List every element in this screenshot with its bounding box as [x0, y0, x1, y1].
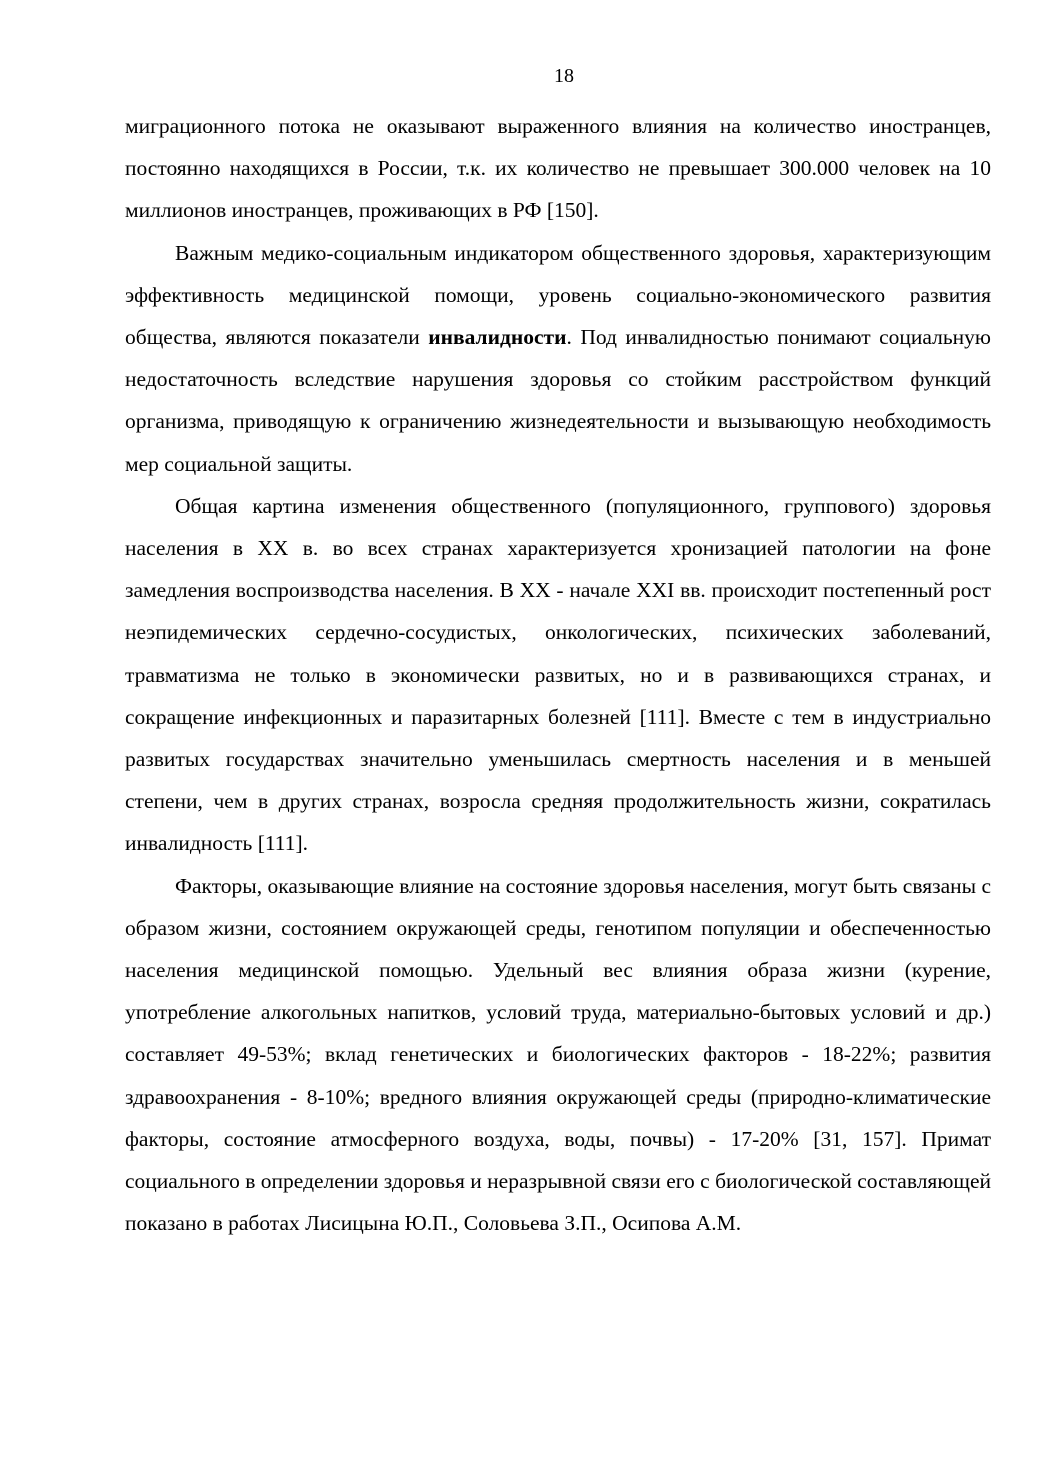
- paragraph-2-text-after: . Под инвалидностью понимают социальную недостаточность вследствие нарушения здоровья со стойким расстройством функций организма, приводящую к ограничению жизнедеятельности и вызывающую необходимость мер социальной защиты.: [125, 325, 991, 476]
- paragraph-3: Общая картина изменения общественного (популяционного, группового) здоровья населения в XX в. во всех странах характеризуется хронизацией патологии на фоне замедления воспроизводства населения. В XX - начале XXI вв. происходит постепенный рост неэпидемических сердечно-сосудистых, онкологических, психических заболеваний, травматизма не только в экономически развитых, но и в развивающихся странах, и сокращение инфекционных и паразитарных болезней [111]. Вместе с тем в индустриально развитых государствах значительно уменьшилась смертность населения и в меньшей степени, чем в других странах, возросла средняя продолжительность жизни, сократилась инвалидность [111].: [125, 493, 991, 856]
- paragraph-2: [125, 232, 991, 485]
- paragraph-4: Факторы, оказывающие влияние на состояние здоровья населения, могут быть связаны с образом жизни, состоянием окружающей среды, генотипом популяции и обеспеченностью населения медицинской помощью. Удельный вес влияния образа жизни (курение, употребление алкогольных напитков, условий труда, материально-бытовых условий и др.) составляет 49-53%; вклад генетических и биологических факторов - 18-22%; развития здравоохранения - 8-10%; вредного влияния окружающей среды (природно-климатические факторы, состояние атмосферного воздуха, воды, почвы) - 17-20% [31, 157]. Примат социального в определении здоровья и неразрывной связи его с биологической составляющей показано в работах Лисицына Ю.П., Соловьева З.П., Осипова А.М.: [125, 873, 991, 1236]
- page-number: 18: [554, 65, 574, 87]
- bold-term-invalidnost: инвалидности: [428, 325, 567, 350]
- document-body: [125, 105, 991, 1244]
- paragraph-2-text-before: Важным медико-социальным индикатором общественного здоровья, характеризующим эффективность медицинской помощи, уровень социально-экономического развития общества, являются показатели: [125, 240, 991, 350]
- paragraph-1: миграционного потока не оказывают выраженного влияния на количество иностранцев, постоянно находящихся в России, т.к. их количество не превышает 300.000 человек на 10 миллионов иностранцев, проживающих в РФ [150].: [125, 114, 991, 223]
